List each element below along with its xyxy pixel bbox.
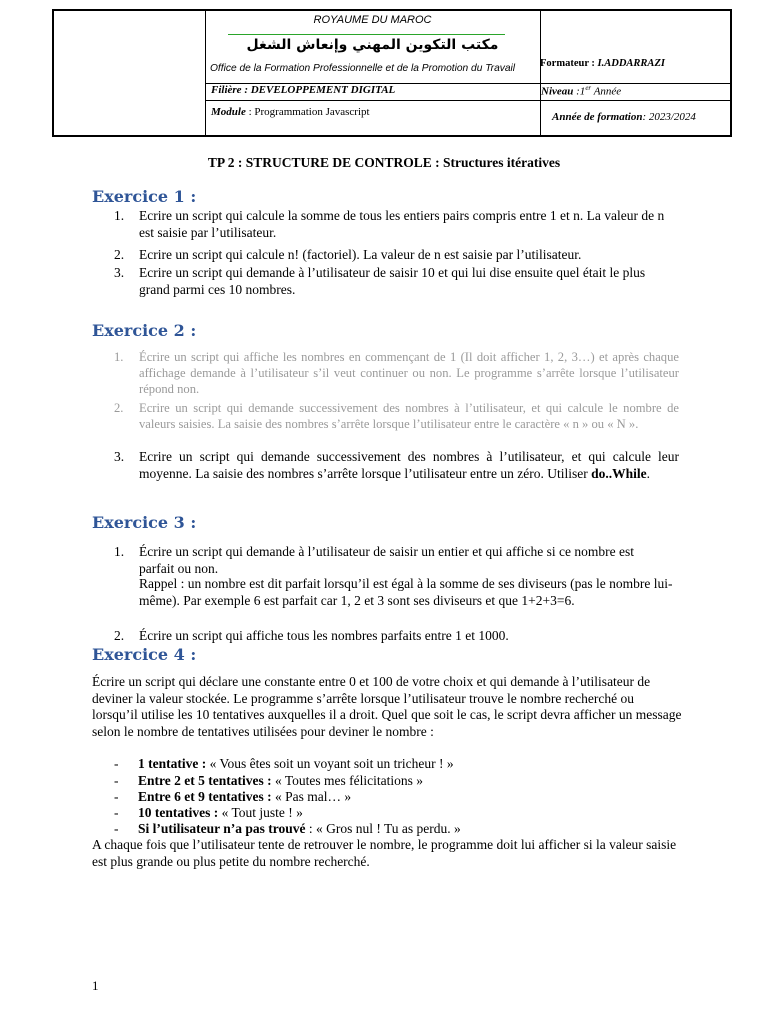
- annee-label: Année de formation: [552, 111, 643, 123]
- ex4-intro: Écrire un script qui déclare une constante entre 0 et 100 de votre choix et qui demande à l’utilisateur de deviner la valeur stockée. Le programme s’arrête lorsque l’utilisateur trouve le nombre recherché ou lorsqu’il utilise les 10 tentatives auxquelles il a droit. Quel que soit le cas, le script devra afficher un message selon le nombre de tentatives utilisées pour deviner le nombre :: [92, 674, 682, 739]
- filiere-label: Filière: [211, 84, 242, 96]
- module-label: Module: [211, 106, 246, 118]
- niveau-sup: er: [585, 84, 592, 92]
- exercise-1-heading: Exercice 1 :: [92, 187, 197, 206]
- exercise-4-heading: Exercice 4 :: [92, 645, 197, 664]
- annee-value: : 2023/2024: [642, 111, 696, 123]
- ex1-item-2-number: 2.: [114, 247, 125, 262]
- ex4-bullet-1-text: « Vous êtes soit un voyant soit un tricheur ! »: [206, 756, 454, 771]
- ex2-item-3-number: 3.: [114, 449, 125, 464]
- ex2-item-3-end: .: [646, 466, 650, 481]
- ex4-bullet-3: [138, 789, 351, 805]
- formateur-cell: [540, 58, 665, 69]
- ex2-item-2-number: 2.: [114, 401, 124, 415]
- niveau-cell: [541, 84, 621, 98]
- header-row-line-2: [205, 100, 732, 101]
- module-value: : Programmation Javascript: [245, 106, 370, 118]
- exercise-2-heading: Exercice 2 :: [92, 321, 197, 340]
- header-divider-right: [540, 11, 541, 135]
- ex4-bullet-5-label: Si l’utilisateur n’a pas trouvé: [138, 821, 306, 836]
- annee-cell: [552, 111, 696, 123]
- document-title: TP 2 : STRUCTURE DE CONTROLE : Structures itératives: [207, 155, 561, 170]
- ex4-bullet-1-label: 1 tentative :: [138, 756, 207, 771]
- ex1-item-3-text: Ecrire un script qui demande à l’utilisateur de saisir 10 et qui lui dise ensuite quel était le plus grand parmi ces 10 nombres.: [139, 265, 646, 297]
- ex4-bullet-3-text: « Pas mal… »: [271, 789, 352, 804]
- ex3-item-1-text: Écrire un script qui demande à l’utilisateur de saisir un entier et qui affiche si ce nombre est parfait ou non.: [139, 544, 634, 576]
- niveau-suffix: Année: [591, 85, 622, 98]
- ex2-item-2-text: Ecrire un script qui demande successivement des nombres à l’utilisateur, et qui calcule le nombre de valeurs saisies. La saisie des nombres s’arrête lorsque l’utilisateur entre le caractère « n » ou « N ».: [139, 401, 679, 431]
- ex4-bullet-5: [138, 821, 461, 837]
- exercise-3-heading: Exercice 3 :: [92, 513, 197, 532]
- niveau-value: :1: [573, 85, 586, 98]
- filiere-value: : DEVELOPPEMENT DIGITAL: [241, 84, 396, 96]
- ex2-item-1-text: Écrire un script qui affiche les nombres en commençant de 1 (Il doit afficher 1, 2, 3…) et après chaque affichage demande à l’utilisateur s’il veut continuer ou non. Le programme s’arrête lorsque l’utilisateur répond non.: [139, 350, 679, 396]
- kingdom-label: ROYAUME DU MAROC: [313, 14, 432, 26]
- ex2-item-1-number: 1.: [114, 350, 124, 364]
- ex1-item-1-number: 1.: [114, 208, 125, 223]
- ex4-bullet-5-dash: -: [114, 821, 119, 836]
- ex4-bullet-3-dash: -: [114, 789, 119, 804]
- ex4-bullet-2-text: « Toutes mes félicitations »: [271, 773, 424, 788]
- ex4-bullet-4-text: « Tout juste ! »: [218, 805, 303, 820]
- filiere-cell: [211, 84, 395, 96]
- ex3-item-2-number: 2.: [114, 628, 125, 643]
- ex3-item-1-rappel: Rappel : un nombre est dit parfait lorsqu’il est égal à la somme de ses diviseurs (pas le nombre lui-même). Par exemple 6 est parfait car 1, 2 et 3 sont ses diviseurs et que 1+2+3=6.: [139, 576, 673, 608]
- ex3-item-1-number: 1.: [114, 544, 125, 559]
- ex4-bullet-2-label: Entre 2 et 5 tentatives :: [138, 773, 272, 788]
- ex1-item-3-number: 3.: [114, 265, 125, 280]
- arabic-logo-text: مكتب التكوين المهني وإنعاش الشغل: [246, 37, 499, 53]
- ex4-bullet-4-dash: -: [114, 805, 119, 820]
- green-rule: [228, 34, 505, 35]
- module-cell: [211, 106, 370, 118]
- niveau-label: Niveau: [541, 85, 574, 98]
- ex4-bullet-4: [138, 805, 303, 821]
- office-name: Office de la Formation Professionnelle et de la Promotion du Travail: [210, 63, 516, 74]
- ex1-item-2-text: Ecrire un script qui calcule n! (factoriel). La valeur de n est saisie par l’utilisateur.: [139, 247, 582, 262]
- ex4-bullet-1-dash: -: [114, 756, 119, 771]
- ex4-bullet-1: [138, 756, 454, 772]
- ex4-outro: A chaque fois que l’utilisateur tente de retrouver le nombre, le programme doit lui afficher si la valeur saisie est plus grande ou plus petite du nombre recherché.: [92, 837, 677, 869]
- ex4-bullet-3-label: Entre 6 et 9 tentatives :: [138, 789, 272, 804]
- ex4-bullet-5-text: : « Gros nul ! Tu as perdu. »: [305, 821, 461, 836]
- ex4-bullet-2: [138, 773, 423, 789]
- ex2-item-3-keyword: do..While: [591, 466, 647, 481]
- ex1-item-1-text: Ecrire un script qui calcule la somme de tous les entiers pairs compris entre 1 et n. La valeur de n est saisie par l’utilisateur.: [139, 208, 665, 240]
- formateur-value: I.ADDARRAZI: [597, 58, 665, 69]
- ex2-item-3-body: Ecrire un script qui demande successivement des nombres à l’utilisateur, et qui calcule leur moyenne. La saisie des nombres s’arrête lorsque l’utilisateur entre un zéro. Utiliser: [139, 449, 679, 481]
- ex3-item-2-text: Écrire un script qui affiche tous les nombres parfaits entre 1 et 1000.: [139, 628, 509, 643]
- ex4-bullet-2-dash: -: [114, 773, 119, 788]
- ex4-bullet-4-label: 10 tentatives :: [138, 805, 219, 820]
- ex2-item-3-text: [139, 448, 679, 482]
- page-number: 1: [92, 978, 99, 993]
- header-divider-left: [205, 11, 206, 135]
- formateur-label: Formateur :: [540, 58, 598, 69]
